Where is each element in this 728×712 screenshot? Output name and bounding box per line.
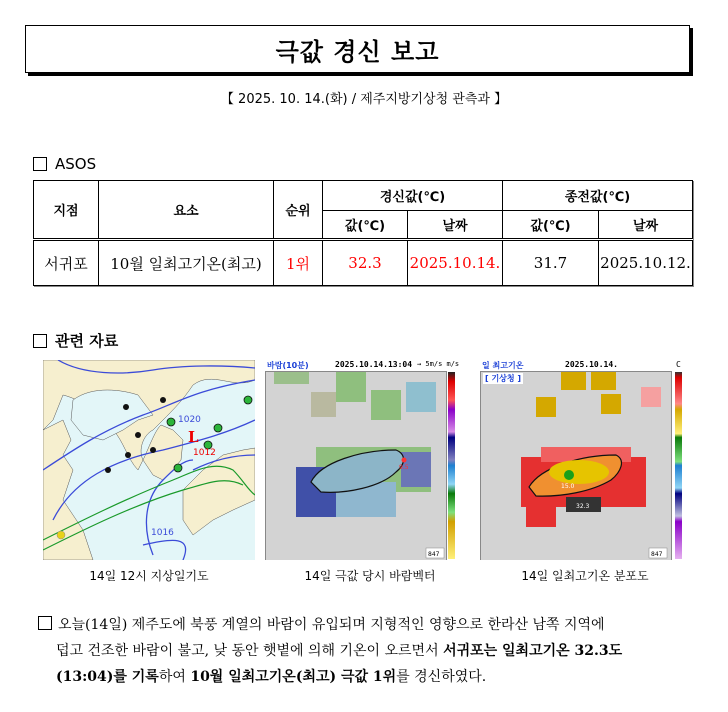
cell-new-date: 2025.10.14. (408, 240, 503, 286)
temp-map-timestamp: 2025.10.14. (565, 360, 618, 369)
paragraph-line-2 (38, 638, 698, 664)
section-asos (33, 155, 96, 173)
report-subtitle: 【 2025. 10. 14.(화) / 제주지방기상청 관측과 】 (220, 92, 508, 107)
surface-weather-map (43, 360, 255, 560)
svg-text:L: L (188, 428, 199, 446)
svg-text:1016: 1016 (151, 528, 174, 538)
summary-paragraph (38, 612, 698, 690)
cell-prev-date: 2025.10.12. (599, 240, 693, 286)
section-asos-label: ASOS (55, 155, 97, 173)
report-title: 극값 경신 보고 (275, 37, 440, 66)
svg-text:847: 847 (651, 551, 663, 558)
section-related (33, 330, 118, 351)
paragraph-bold-text: 서귀포는 일최고기온 32.3도 (443, 643, 623, 659)
report-title-box (25, 25, 690, 73)
figure-caption: 14일 12시 지상일기도 (89, 569, 209, 583)
wind-map-timestamp: 2025.10.14.13:04 (335, 360, 413, 369)
wind-color-scale (448, 372, 455, 559)
weather-map-graphic (43, 360, 255, 560)
paragraph-text: 오늘(14일) 제주도에 북풍 계열의 바람이 유입되며 지형적인 영향으로 한라산 남쪽 지역에 (58, 617, 605, 633)
cell-prev-value: 31.7 (503, 240, 599, 286)
temp-map-title: 일 최고기온 (482, 361, 524, 370)
header-new-value: 값(℃) (323, 211, 408, 240)
section-related-label: 관련 자료 (55, 332, 119, 350)
paragraph-text: 하여 (158, 669, 191, 685)
figure-caption: 14일 극값 당시 바람벡터 (304, 569, 436, 583)
header-station: 지점 (34, 181, 99, 240)
svg-text:1012: 1012 (193, 448, 216, 458)
svg-text:1020: 1020 (178, 415, 201, 425)
paragraph-text: 를 경신하였다. (396, 669, 487, 685)
header-prev-date: 날짜 (599, 211, 693, 240)
temp-color-scale (675, 372, 682, 559)
checkbox-icon (33, 157, 47, 171)
temp-map-graphic (481, 372, 671, 560)
svg-text:9.5: 9.5 (399, 464, 409, 471)
figure-weather-chart (43, 360, 255, 583)
checkbox-icon (33, 334, 47, 348)
max-temp-map (480, 360, 690, 560)
header-prev-group: 종전값(℃) (503, 181, 693, 211)
header-new-date: 날짜 (408, 211, 503, 240)
figure-max-temp (480, 360, 690, 583)
cell-rank: 1위 (274, 240, 323, 286)
paragraph-line-1 (38, 612, 698, 638)
temp-map-source: [ 기상청 ] (485, 374, 522, 383)
header-prev-value: 값(℃) (503, 211, 599, 240)
wind-vector-map (265, 360, 475, 560)
header-rank: 순위 (274, 181, 323, 240)
checkbox-icon (38, 616, 52, 630)
temp-map-area (480, 371, 672, 560)
cell-new-value: 32.3 (323, 240, 408, 286)
temp-label-32: 32.3 (576, 503, 590, 510)
figure-wind-vectors (265, 360, 475, 583)
asos-table (33, 180, 693, 286)
cell-station: 서귀포 (34, 240, 99, 286)
wind-map-unit: → 5m/s m/s (417, 360, 460, 368)
table-row (34, 240, 693, 286)
wind-map-area (265, 371, 447, 560)
wind-map-title: 바람(10분) (267, 361, 309, 370)
paragraph-line-3 (38, 664, 698, 690)
paragraph-text: 덥고 건조한 바람이 불고, 낮 동안 햇볕에 의해 기온이 오르면서 (56, 643, 444, 659)
temp-map-unit: C (676, 360, 681, 369)
svg-text:847: 847 (428, 551, 440, 558)
header-new-group: 경신값(℃) (323, 181, 503, 211)
cell-element: 10월 일최고기온(최고) (99, 240, 274, 286)
paragraph-bold-text: (13:04)를 기록 (56, 669, 159, 685)
figure-caption: 14일 일최고기온 분포도 (521, 569, 649, 583)
paragraph-bold-text: 10월 일최고기온(최고) 극값 1위 (190, 669, 397, 685)
header-element: 요소 (99, 181, 274, 240)
temp-label-15: 15.0 (561, 483, 575, 490)
wind-map-graphic (266, 372, 446, 560)
